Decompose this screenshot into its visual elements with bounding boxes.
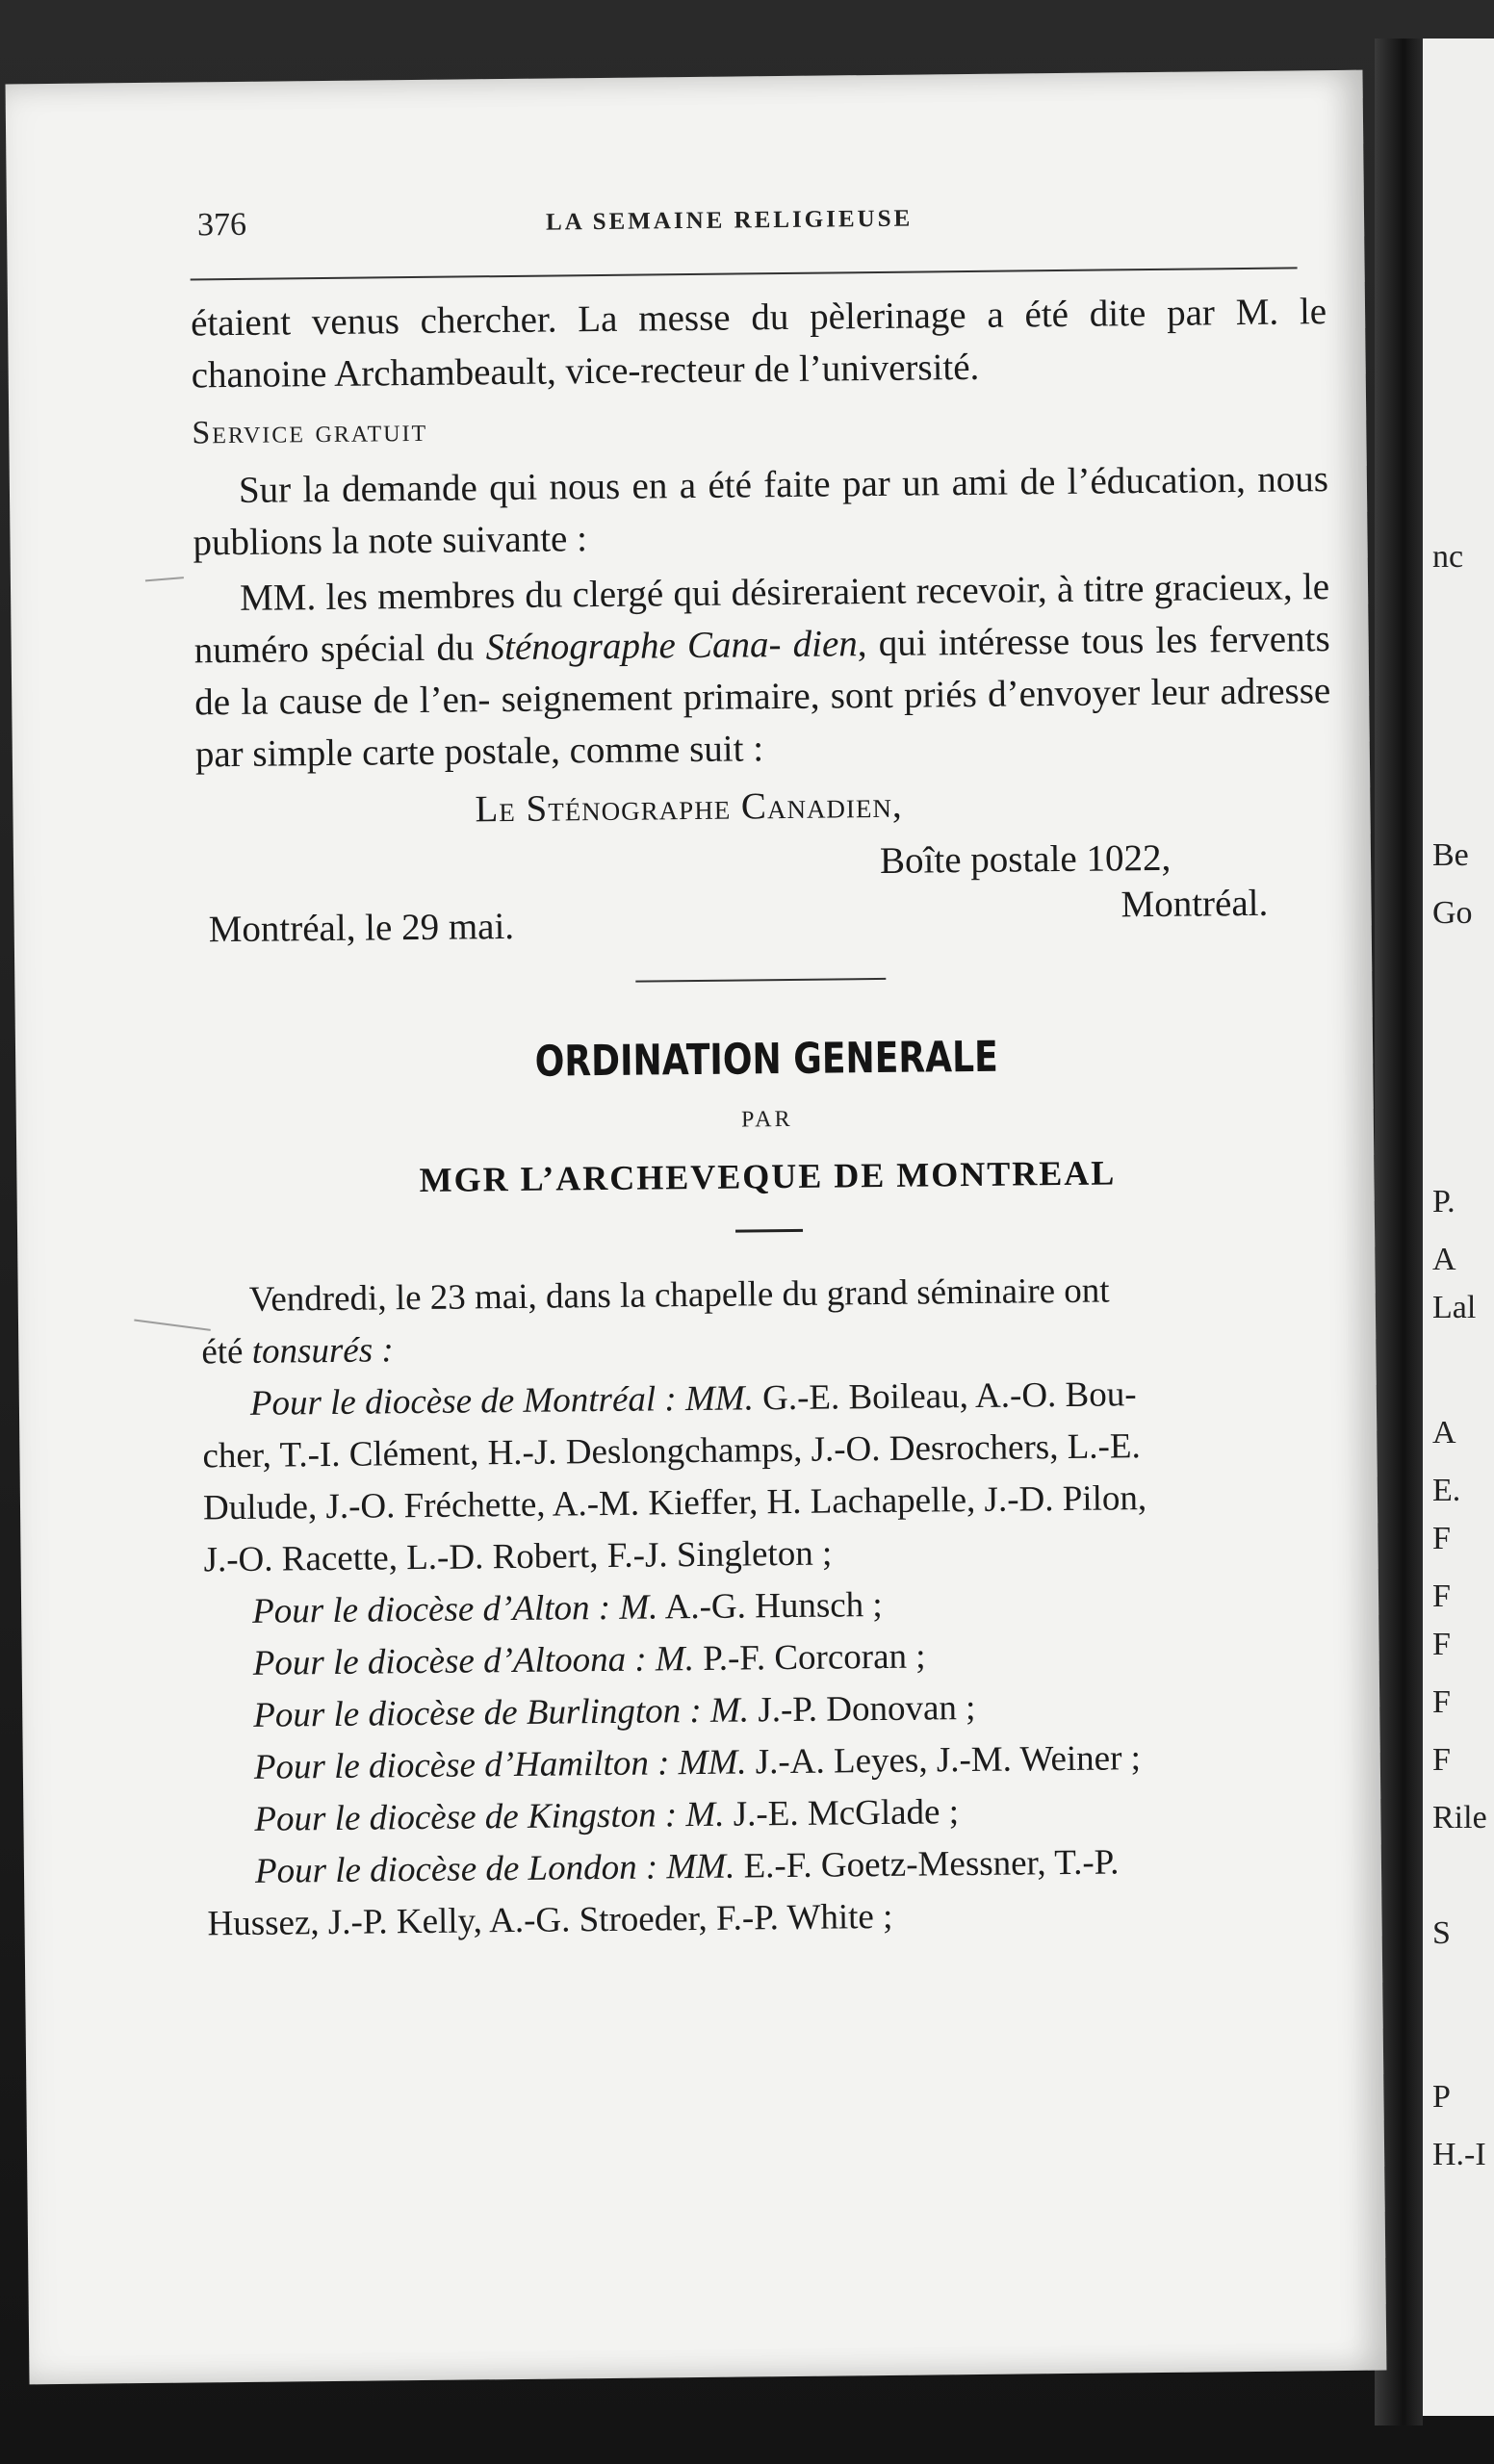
intro-line: Vendredi, le 23 mai, dans la chapelle du grand séminaire ont (248, 1270, 1110, 1320)
page-number: 376 (196, 206, 247, 244)
running-head-title: LA SEMAINE RELIGIEUSE (545, 205, 914, 236)
text-line: l’université. (798, 346, 980, 390)
italic-text: dien (792, 623, 858, 665)
names: J.-P. Donovan ; (748, 1687, 976, 1731)
ordination-title: ORDINATION GENERALE (534, 1032, 998, 1087)
facing-fragment: Rile (1432, 1800, 1487, 1835)
address-box: Boîte postale 1022, (879, 836, 1172, 882)
facing-fragment: F (1432, 1742, 1451, 1778)
diocese-label: Pour le diocèse de Burlington : M. (253, 1690, 750, 1735)
facing-fragment: Go (1432, 895, 1473, 931)
facing-fragment: Lal (1432, 1290, 1477, 1325)
facing-fragment: F (1432, 1521, 1451, 1556)
address-city: Montréal. (1120, 882, 1269, 926)
facing-fragment: S (1432, 1915, 1451, 1951)
diocese-label: Pour le diocèse d’Hamilton : MM. (253, 1742, 747, 1787)
section-heading-service: Service gratuit (192, 412, 428, 451)
diocese-label: Pour le diocèse d’Alton : M. (251, 1587, 658, 1631)
facing-fragment: F (1432, 1578, 1451, 1614)
diocese-label: Pour le diocèse de Montréal : MM. (249, 1378, 755, 1424)
address-row (196, 882, 1333, 951)
text-line: seignement primaire, sont priés d’envoyer leur adresse (501, 670, 1331, 721)
paragraph-service-note (193, 561, 1331, 781)
text-line: , qui intéresse tous les fervents de la cause de l’en- (194, 618, 1330, 724)
names: E.-F. Goetz-Messner, T.-P. (734, 1842, 1120, 1886)
text-line: l’éducation, nous publions la note suivante : (193, 458, 1329, 564)
ordination-subtitle: MGR L’ARCHEVEQUE DE MONTREAL (419, 1153, 1117, 1200)
header-rule (191, 267, 1298, 280)
names: cher, T.-I. Clément, H.-J. Deslongchamps, J.-O. Desrochers, L.-E. (202, 1426, 1141, 1476)
names: Hussez, J.-P. Kelly, A.-G. Stroeder, F.-P. White ; (207, 1896, 893, 1944)
facing-fragment: F (1432, 1684, 1451, 1720)
facing-fragment: E. (1432, 1473, 1461, 1508)
facing-fragment: A (1432, 1415, 1456, 1450)
names: P.-F. Corcoran ; (693, 1636, 926, 1680)
facing-fragment: H.-I (1432, 2137, 1486, 2172)
facing-fragment: P. (1432, 1184, 1455, 1219)
facing-fragment: Be (1432, 837, 1469, 873)
diocese-label: Pour le diocèse de Kingston : M. (254, 1794, 725, 1839)
paragraph-service-intro (193, 453, 1329, 569)
names: J.-E. McGlade ; (724, 1792, 960, 1835)
names: A.-G. Hunsch ; (657, 1584, 883, 1628)
page-content (190, 186, 1344, 1950)
ordination-body (200, 1263, 1343, 1950)
facing-fragment: nc (1432, 539, 1464, 575)
text-line: dite par M. le chanoine Archambeault, vice-recteur de (191, 291, 1327, 397)
ordination-par: PAR (740, 1106, 793, 1133)
italic-text: tonsurés : (251, 1330, 394, 1372)
text-line: par simple carte postale, comme suit : (194, 728, 764, 776)
paragraph-pilgrimage (191, 286, 1327, 401)
names: Dulude, J.-O. Fréchette, A.-M. Kieffer, H. Lachapelle, J.-D. Pilon, (202, 1478, 1147, 1528)
title-divider (735, 1229, 803, 1233)
running-head (190, 186, 1327, 255)
text-line: MM. les membres du clergé qui désireraient recevoir, (239, 569, 1047, 619)
scanned-page (6, 70, 1387, 2385)
text-line: étaient venus chercher. La messe du pèlerinage a été (190, 293, 1069, 345)
names: G.-E. Boileau, A.-O. Bou- (753, 1374, 1137, 1419)
diocese-label: Pour le diocèse de London : MM. (254, 1846, 735, 1891)
dateline: Montréal, le 29 mai. (208, 905, 515, 951)
facing-fragment: F (1432, 1627, 1451, 1662)
facing-fragment: A (1432, 1242, 1456, 1277)
address-name: Le Sténographe Canadien, (475, 783, 903, 831)
pencil-mark (134, 1320, 211, 1331)
facing-page-edge (1423, 38, 1494, 2416)
text-line: à titre gracieux, le numéro spécial du (193, 566, 1330, 672)
names: J.-A. Leyes, J.-M. Weiner ; (746, 1738, 1142, 1783)
text-plain: été (201, 1331, 252, 1373)
diocese-entry-continued (207, 1886, 1344, 1950)
diocese-label: Pour le diocèse d’Altoona : M. (252, 1639, 695, 1683)
italic-text: Sténographe Cana- (485, 624, 782, 669)
pencil-mark (145, 577, 184, 581)
section-divider (635, 978, 886, 983)
facing-fragment: P (1432, 2079, 1451, 2115)
names: J.-O. Racette, L.-D. Robert, F.-J. Singleton ; (203, 1533, 833, 1580)
text-line: Sur la demande qui nous en a été faite par un ami de (238, 461, 1056, 511)
